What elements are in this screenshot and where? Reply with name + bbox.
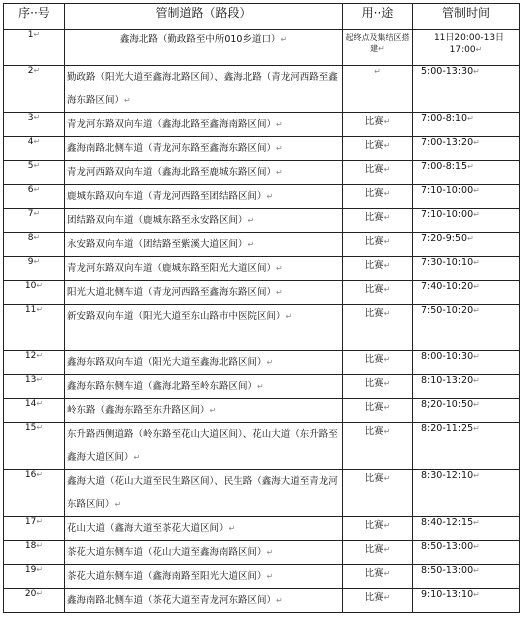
row-number-cell: [4, 305, 65, 351]
paragraph-mark: ↵: [383, 261, 391, 270]
paragraph-mark: ↵: [473, 376, 480, 385]
row-number: 20: [24, 589, 37, 599]
row-number-cell: [4, 470, 65, 517]
table-row: [4, 399, 520, 423]
usage-cell: [343, 281, 413, 305]
row-number: 5: [27, 161, 34, 171]
row-number-cell: [4, 281, 65, 305]
control-time-cell: [413, 375, 520, 399]
row-number-cell: [4, 257, 65, 281]
paragraph-mark: ↵: [33, 113, 41, 122]
road-section: 岭东路（鑫海东路至东升路区间）: [67, 405, 210, 416]
control-time-cell: [413, 30, 520, 66]
road-section-cell: [65, 281, 343, 305]
usage-cell: [343, 185, 413, 209]
paragraph-mark: ↵: [383, 189, 391, 198]
control-time: 5:00-13:30: [421, 66, 474, 77]
usage-cell: [343, 30, 413, 66]
paragraph-mark: ↵: [473, 306, 480, 315]
usage-cell: [343, 565, 413, 589]
usage-cell: [343, 517, 413, 541]
paragraph-mark: ↵: [383, 474, 391, 483]
paragraph-mark: ↵: [383, 403, 391, 412]
usage-cell: [343, 470, 413, 517]
paragraph-mark: ↵: [276, 264, 283, 273]
paragraph-mark: ↵: [257, 382, 264, 391]
road-section-cell: [65, 113, 343, 137]
header-use: 用··途: [343, 4, 413, 30]
paragraph-mark: ↵: [383, 285, 391, 294]
row-number-cell: [4, 589, 65, 613]
paragraph-mark: ↵: [33, 66, 41, 75]
road-section: 新安路双向车道（阳光大道至东山路市中医院区间）: [67, 311, 286, 322]
control-time-cell: [413, 423, 520, 470]
road-section: 鑫海大道（花山大道至民生路区间）、民生路（鑫海大道至青龙河东路区间）: [67, 476, 338, 510]
paragraph-mark: ↵: [383, 593, 391, 602]
row-number: 7: [27, 209, 34, 219]
table-row: [4, 423, 520, 470]
usage-cell: [343, 113, 413, 137]
usage-cell: [343, 399, 413, 423]
road-section-cell: [65, 565, 343, 589]
road-section: 茶花大道东侧车道（花山大道至鑫海南路区间）: [67, 547, 267, 558]
usage: 比赛: [364, 116, 384, 127]
control-time-cell: [413, 541, 520, 565]
control-time: 11日20:00-13日17:00: [433, 33, 505, 55]
paragraph-mark: ↵: [114, 500, 122, 509]
row-number: 18: [24, 541, 37, 551]
row-number-cell: [4, 30, 65, 66]
road-section-cell: [65, 470, 343, 517]
paragraph-mark: ↵: [276, 596, 283, 605]
table-row: [4, 375, 520, 399]
control-time: 7:00-8:15: [421, 161, 468, 172]
paragraph-mark: ↵: [36, 470, 44, 479]
row-number-cell: [4, 233, 65, 257]
row-number-cell: [4, 209, 65, 233]
paragraph-mark: ↵: [473, 400, 480, 409]
paragraph-mark: ↵: [33, 161, 41, 170]
paragraph-mark: ↵: [383, 521, 391, 530]
usage-cell: [343, 541, 413, 565]
header-time: 管制时间: [413, 4, 520, 30]
usage-cell: [343, 423, 413, 470]
control-time-cell: [413, 281, 520, 305]
row-number: 6: [27, 185, 34, 195]
table-row: [4, 30, 520, 66]
control-time-cell: [413, 137, 520, 161]
control-time: 8:40-12:15: [421, 517, 474, 528]
header-no: 序··号: [4, 4, 65, 30]
usage: 比赛: [364, 260, 384, 271]
paragraph-mark: ↵: [467, 162, 474, 171]
road-section: 勤政路（阳光大道至鑫海北路区间）、鑫海北路（青龙河西路至鑫海东路区间）: [67, 72, 338, 106]
usage: 比赛: [364, 140, 384, 151]
paragraph-mark: ↵: [473, 424, 480, 433]
paragraph-mark: ↵: [36, 399, 44, 408]
paragraph-mark: ↵: [124, 96, 131, 105]
row-number: 11: [24, 305, 37, 315]
usage-cell: [343, 161, 413, 185]
road-section: 青龙河东路双向车道（鑫海北路至鑫海南路区间）: [67, 119, 277, 130]
road-section: 阳光大道北侧车道（青龙河西路至鑫海东路区间）: [67, 287, 277, 298]
table-body: [4, 30, 520, 613]
road-section: 鹿城东路双向车道（青龙河西路至团结路区间）: [67, 191, 267, 202]
usage-cell: [343, 589, 413, 613]
paragraph-mark: ↵: [383, 569, 391, 578]
road-section: 鑫海东路双向车道（阳光大道至鑫海北路区间）: [67, 357, 267, 368]
control-time: 7:40-10:20: [421, 281, 474, 292]
paragraph-mark: ↵: [473, 282, 480, 291]
paragraph-mark: ↵: [383, 309, 391, 318]
header-row: [4, 4, 520, 30]
control-time-cell: [413, 517, 520, 541]
control-time-cell: [413, 305, 520, 351]
paragraph-mark: ↵: [383, 379, 391, 388]
usage-cell: [343, 305, 413, 351]
paragraph-mark: ↵: [473, 471, 480, 480]
paragraph-mark: ↵: [266, 548, 274, 557]
paragraph-mark: ↵: [374, 67, 381, 76]
control-time: 8:50-13:00: [421, 541, 474, 552]
control-time: 7:30-10:10: [421, 257, 474, 268]
control-time-cell: [413, 113, 520, 137]
control-time: 8:00-10:30: [421, 351, 474, 362]
control-time: 8:20-11:25: [421, 423, 474, 434]
usage: 比赛: [364, 568, 384, 579]
table-row: [4, 565, 520, 589]
control-time-cell: [413, 565, 520, 589]
paragraph-mark: ↵: [33, 209, 41, 218]
table-row: [4, 113, 520, 137]
usage: 比赛: [364, 402, 384, 413]
paragraph-mark: ↵: [276, 168, 283, 177]
control-time-cell: [413, 351, 520, 375]
road-section-cell: [65, 423, 343, 470]
paragraph-mark: ↵: [378, 44, 385, 53]
paragraph-mark: ↵: [247, 240, 255, 249]
control-time: 8:10-13:20: [421, 375, 474, 386]
road-section-cell: [65, 257, 343, 281]
road-section: 花山大道（鑫海大道至茶花大道区间）: [67, 523, 229, 534]
paragraph-mark: ↵: [228, 524, 236, 533]
road-section: 鑫海南路北侧车道（茶花大道至青龙河东路区间）: [67, 595, 277, 606]
road-section-cell: [65, 161, 343, 185]
table-row: [4, 281, 520, 305]
control-time-cell: [413, 161, 520, 185]
row-number-cell: [4, 565, 65, 589]
row-number: 16: [24, 470, 37, 480]
paragraph-mark: ↵: [36, 423, 44, 432]
table-row: [4, 137, 520, 161]
paragraph-mark: ↵: [36, 517, 44, 526]
road-section: 茶花大道东侧车道（鑫海南路至阳光大道区间）: [67, 571, 267, 582]
row-number-cell: [4, 517, 65, 541]
road-section-cell: [65, 399, 343, 423]
row-number: 12: [24, 351, 37, 361]
paragraph-mark: ↵: [276, 144, 283, 153]
usage: 比赛: [364, 426, 384, 437]
control-time: 7:00-8:10: [421, 113, 468, 124]
table-row: [4, 185, 520, 209]
paragraph-mark: ↵: [473, 67, 480, 76]
paragraph-mark: ↵: [276, 288, 283, 297]
usage: 比赛: [364, 308, 384, 319]
row-number-cell: [4, 161, 65, 185]
row-number: 1: [27, 30, 34, 40]
row-number: 10: [24, 281, 37, 291]
control-time: 7:10-10:00: [421, 185, 474, 196]
paragraph-mark: ↵: [285, 312, 293, 321]
paragraph-mark: ↵: [33, 137, 41, 146]
road-section: 鑫海东路东侧车道（鑫海北路至岭东路区间）: [67, 381, 258, 392]
control-time-cell: [413, 66, 520, 113]
paragraph-mark: ↵: [473, 518, 480, 527]
control-time: 7:10-10:00: [421, 209, 474, 220]
paragraph-mark: ↵: [36, 565, 44, 574]
usage-cell: [343, 233, 413, 257]
control-time-cell: [413, 470, 520, 517]
control-time: 8:30-12:10: [421, 470, 474, 481]
paragraph-mark: ↵: [33, 185, 41, 194]
row-number-cell: [4, 541, 65, 565]
road-section: 鑫海北路（勤政路至中所010乡道口）: [119, 34, 281, 45]
row-number: 13: [24, 375, 37, 385]
road-section: 团结路双向车道（鹿城东路至永安路区间）: [67, 215, 248, 226]
table-row: [4, 517, 520, 541]
usage: 比赛: [364, 354, 384, 365]
paragraph-mark: ↵: [475, 45, 483, 54]
usage-cell: [343, 209, 413, 233]
paragraph-mark: ↵: [36, 589, 44, 598]
paragraph-mark: ↵: [33, 30, 41, 39]
control-time: 8;20-10:50: [421, 399, 474, 410]
paragraph-mark: ↵: [383, 427, 391, 436]
table-row: [4, 209, 520, 233]
row-number-cell: [4, 351, 65, 375]
row-number-cell: [4, 185, 65, 209]
control-time: 7:00-13:20: [421, 137, 474, 148]
road-section: 永安路双向车道（团结路至紫溪大道区间）: [67, 239, 248, 250]
row-number: 14: [24, 399, 37, 409]
usage: 比赛: [364, 520, 384, 531]
usage-cell: [343, 137, 413, 161]
paragraph-mark: ↵: [266, 572, 274, 581]
row-number: 4: [27, 137, 34, 147]
road-section: 鑫海南路北侧车道（青龙河东路至鑫海东路区间）: [67, 143, 277, 154]
paragraph-mark: ↵: [383, 355, 391, 364]
road-section-cell: [65, 30, 343, 66]
paragraph-mark: ↵: [383, 237, 391, 246]
row-number-cell: [4, 399, 65, 423]
table-row: [4, 233, 520, 257]
usage: 比赛: [364, 236, 384, 247]
paragraph-mark: ↵: [33, 233, 41, 242]
header-road: 管制道路（路段）: [65, 4, 343, 30]
usage: 起终点及集结区搭建: [345, 33, 410, 53]
paragraph-mark: ↵: [276, 120, 283, 129]
road-section: 东升路西侧道路（岭东路至花山大道区间）、花山大道（东升路至鑫海大道区间）: [67, 429, 338, 463]
usage: 比赛: [364, 544, 384, 555]
table-row: [4, 257, 520, 281]
paragraph-mark: ↵: [247, 216, 255, 225]
road-section-cell: [65, 137, 343, 161]
row-number: 2: [27, 66, 34, 76]
paragraph-mark: ↵: [473, 210, 480, 219]
table-row: [4, 66, 520, 113]
table-row: [4, 541, 520, 565]
paragraph-mark: ↵: [36, 305, 44, 314]
road-section-cell: [65, 541, 343, 565]
road-section: 青龙河东路双向车道（鹿城东路至阳光大道区间）: [67, 263, 277, 274]
paragraph-mark: ↵: [383, 213, 391, 222]
usage: 比赛: [364, 164, 384, 175]
paragraph-mark: ↵: [473, 566, 480, 575]
traffic-control-table: [3, 3, 520, 613]
paragraph-mark: ↵: [36, 351, 44, 360]
usage-cell: [343, 257, 413, 281]
paragraph-mark: ↵: [473, 542, 480, 551]
paragraph-mark: ↵: [36, 375, 44, 384]
road-section-cell: [65, 375, 343, 399]
row-number: 19: [24, 565, 37, 575]
usage: 比赛: [364, 188, 384, 199]
paragraph-mark: ↵: [36, 541, 44, 550]
control-time-cell: [413, 209, 520, 233]
usage-cell: [343, 351, 413, 375]
control-time: 9:10-13:10: [421, 589, 474, 600]
control-time: 7:50-10:20: [421, 305, 474, 316]
usage: 比赛: [364, 592, 384, 603]
usage: 比赛: [364, 473, 384, 484]
row-number: 8: [27, 233, 34, 243]
usage: 比赛: [364, 212, 384, 223]
road-section-cell: [65, 589, 343, 613]
road-section-cell: [65, 209, 343, 233]
table-row: [4, 161, 520, 185]
table-row: [4, 470, 520, 517]
paragraph-mark: ↵: [266, 192, 274, 201]
table-row: [4, 589, 520, 613]
table-row: [4, 351, 520, 375]
paragraph-mark: ↵: [36, 281, 44, 290]
usage-cell: [343, 375, 413, 399]
road-section-cell: [65, 66, 343, 113]
paragraph-mark: ↵: [383, 141, 391, 150]
row-number: 17: [24, 517, 37, 527]
row-number: 3: [27, 113, 34, 123]
row-number-cell: [4, 113, 65, 137]
paragraph-mark: ↵: [133, 453, 141, 462]
paragraph-mark: ↵: [473, 186, 480, 195]
control-time-cell: [413, 185, 520, 209]
paragraph-mark: ↵: [473, 352, 480, 361]
paragraph-mark: ↵: [383, 117, 391, 126]
paragraph-mark: ↵: [473, 590, 480, 599]
control-time-cell: [413, 399, 520, 423]
paragraph-mark: ↵: [467, 114, 474, 123]
usage-cell: [343, 66, 413, 113]
row-number-cell: [4, 137, 65, 161]
usage: 比赛: [364, 284, 384, 295]
road-section-cell: [65, 305, 343, 351]
row-number-cell: [4, 66, 65, 113]
control-time-cell: [413, 589, 520, 613]
road-section-cell: [65, 185, 343, 209]
row-number-cell: [4, 423, 65, 470]
row-number: 15: [24, 423, 37, 433]
control-time-cell: [413, 257, 520, 281]
table-row: [4, 305, 520, 351]
paragraph-mark: ↵: [473, 258, 480, 267]
paragraph-mark: ↵: [473, 138, 480, 147]
row-number-cell: [4, 375, 65, 399]
usage: 比赛: [364, 378, 384, 389]
paragraph-mark: ↵: [209, 406, 217, 415]
road-section-cell: [65, 517, 343, 541]
road-section: 青龙河西路双向车道（鑫海北路至鹿城东路区间）: [67, 167, 277, 178]
control-time: 7:20-9:50: [421, 233, 468, 244]
paragraph-mark: ↵: [383, 545, 391, 554]
control-time: 8:50-13:00: [421, 565, 474, 576]
road-section-cell: [65, 233, 343, 257]
paragraph-mark: ↵: [383, 165, 391, 174]
paragraph-mark: ↵: [467, 234, 474, 243]
row-number: 9: [27, 257, 34, 267]
paragraph-mark: ↵: [280, 35, 288, 44]
paragraph-mark: ↵: [266, 358, 274, 367]
road-section-cell: [65, 351, 343, 375]
control-time-cell: [413, 233, 520, 257]
paragraph-mark: ↵: [33, 257, 41, 266]
